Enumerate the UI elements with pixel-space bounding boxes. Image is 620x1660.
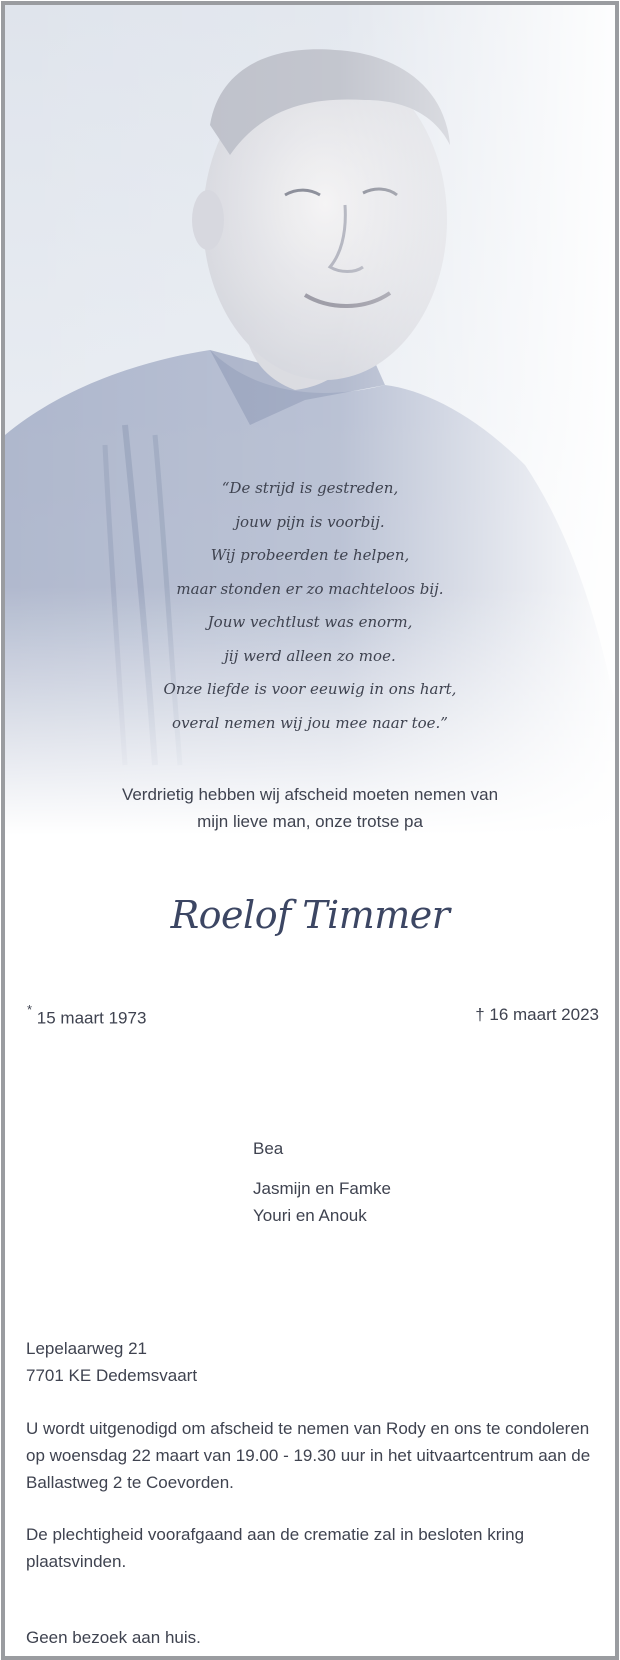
death-date: † 16 maart 2023 <box>475 1005 599 1024</box>
ceremony-paragraph: De plechtigheid voorafgaand aan de crematie zal in besloten kring plaatsvinden. <box>26 1525 525 1571</box>
family-member: Bea <box>253 1139 284 1158</box>
address <box>26 1335 197 1389</box>
birth-date <box>27 1002 147 1029</box>
memorial-card <box>1 1 619 1660</box>
intro-line: mijn lieve man, onze trotse pa <box>197 812 423 831</box>
intro-line: Verdrietig hebben wij afscheid moeten nemen van <box>121 785 499 804</box>
no-visit-note: Geen bezoek aan huis. <box>26 1628 201 1647</box>
deceased-name: Roelof Timmer <box>170 893 450 937</box>
poem-line: Onze liefde is voor eeuwig in ons hart, <box>163 680 457 698</box>
intro-text <box>5 781 615 835</box>
poem-line: “De strijd is gestreden, <box>221 479 399 497</box>
family-member: Youri en Anouk <box>253 1206 367 1225</box>
address-city: 7701 KE Dedemsvaart <box>26 1366 198 1385</box>
spacer <box>253 1162 391 1175</box>
birth-symbol: * <box>27 1002 33 1017</box>
poem-line: Wij probeerden te helpen, <box>210 546 410 564</box>
poem-line: overal nemen wij jou mee naar toe.” <box>172 713 448 732</box>
address-street: Lepelaarweg 21 <box>26 1339 147 1358</box>
family-names <box>253 1135 391 1229</box>
poem-line: jij werd alleen zo moe. <box>224 646 396 665</box>
poem-line: maar stonden er zo machteloos bij. <box>176 579 444 598</box>
memorial-poem <box>5 472 615 740</box>
poem-line: jouw pijn is voorbij. <box>235 512 385 531</box>
birth-date-text: 15 maart 1973 <box>36 1008 147 1028</box>
family-member: Jasmijn en Famke <box>253 1179 391 1198</box>
poem-line: Jouw vechtlust was enorm, <box>207 613 413 631</box>
invitation-paragraph: U wordt uitgenodigd om afscheid te nemen van Rody en ons te condoleren op woensdag 22 maart van 19.00 - 19.30 uur in het uitvaartcentrum aan de Ballastweg 2 te Coevorden. <box>26 1419 591 1492</box>
